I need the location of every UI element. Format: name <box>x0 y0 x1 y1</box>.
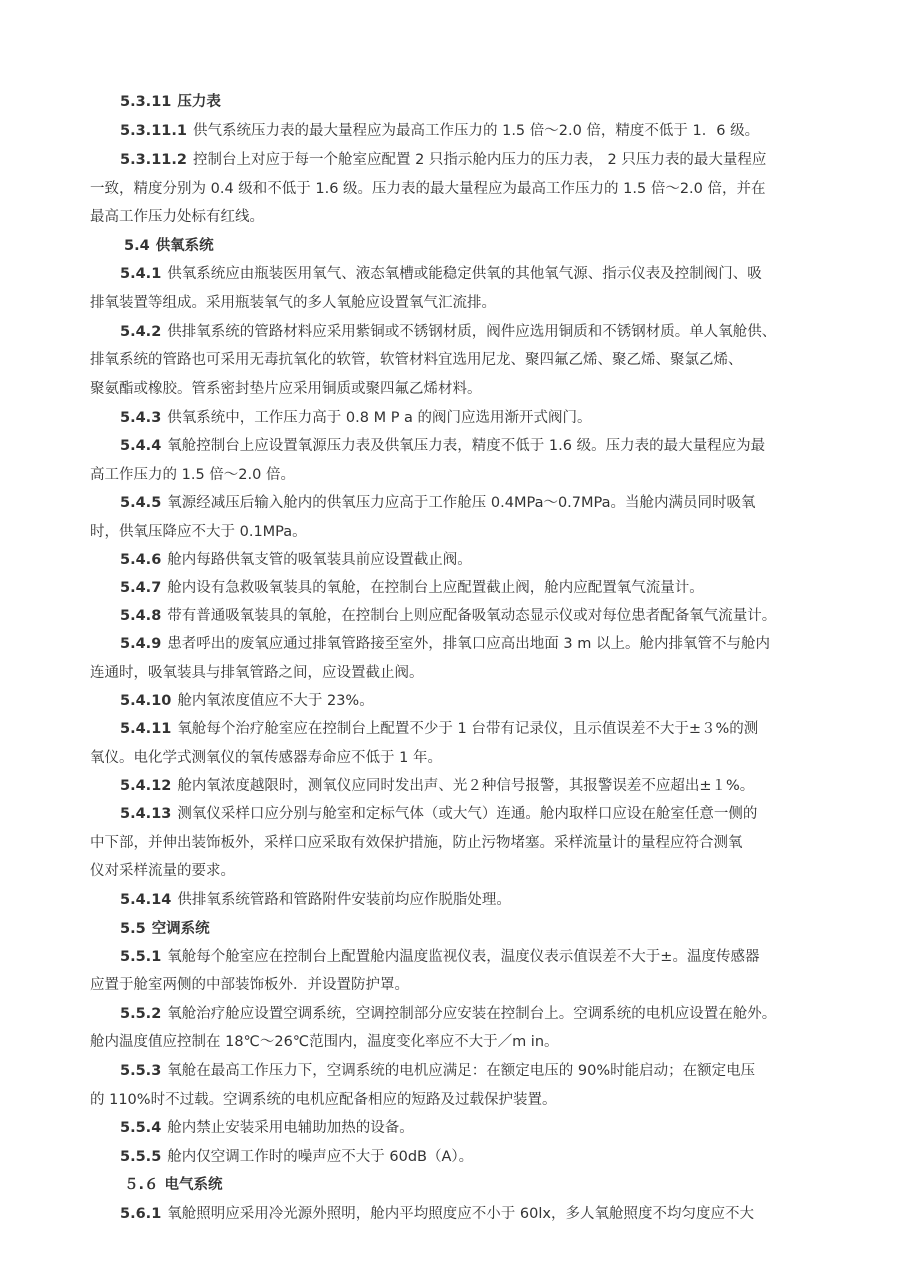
clause-text: 排氧装置等组成。采用瓶装氧气的多人氧舱应设置氧气汇流排。 <box>90 295 496 311</box>
paragraph-line <box>120 121 850 143</box>
clause-text: 舱内设有急救吸氧装具的氧舱，在控制台上应配置截止阀，舱内应配置氧气流量计。 <box>167 580 704 596</box>
clause-text: 测氧仪采样口应分别与舱室和定标气体（或大气）连通。舱内取样口应设在舱室任意一侧的 <box>177 806 758 822</box>
paragraph-line <box>120 264 850 286</box>
clause-number: 5.4.14 <box>120 892 172 908</box>
clause-text: 氧舱照明应采用冷光源外照明，舱内平均照度应不小于 60lx，多人氧舱照度不均匀度应不大 <box>167 1206 754 1222</box>
clause-text: 连通时，吸氧装具与排氧管路之间，应设置截止阀。 <box>90 665 424 681</box>
paragraph-line <box>90 975 850 997</box>
paragraph-line <box>120 634 850 656</box>
clause-text: 供氧系统中，工作压力高于 0.8 M P a 的阀门应选用渐开式阀门。 <box>167 410 592 426</box>
clause-number: 5.4.13 <box>120 806 172 822</box>
clause-text: 聚氨酯或橡胶。管系密封垫片应采用铜质或聚四氟乙烯材料。 <box>90 381 482 397</box>
heading-text: 压力表 <box>177 94 221 110</box>
clause-text: 氧舱治疗舱应设置空调系统，空调控制部分应安装在控制台上。空调系统的电机应设置在舱外。 <box>167 1006 777 1022</box>
clause-number: 5.4.7 <box>120 580 162 596</box>
paragraph-line <box>120 493 850 515</box>
clause-number: ５.６ <box>124 1177 159 1193</box>
clause-text: 舱内仅空调工作时的噪声应不大于 60dB（A）。 <box>167 1149 474 1165</box>
clause-number: 5.5.2 <box>120 1006 162 1022</box>
clause-text: 中下部，并伸出装饰板外，采样口应采取有效保护措施，防止污物堵塞。采样流量计的量程应符合测氧 <box>90 835 743 851</box>
clause-number: 5.4 <box>124 238 150 254</box>
clause-text: 控制台上对应于每一个舱室应配置 2 只指示舱内压力的压力表， 2 只压力表的最大量程应 <box>192 152 767 168</box>
paragraph-line <box>90 350 850 372</box>
clause-text: 排氧系统的管路也可采用无毒抗氧化的软管，软管材料宜选用尼龙、聚四氟乙烯、聚乙烯、聚氯乙烯、 <box>90 352 743 368</box>
paragraph-line <box>120 1061 850 1083</box>
paragraph-line <box>120 408 850 430</box>
clause-text: 高工作压力的 1.5 倍～2.0 倍。 <box>90 467 295 483</box>
clause-number: 5.5 <box>120 921 146 937</box>
section-heading <box>124 236 850 258</box>
clause-number: 5.6.1 <box>120 1206 162 1222</box>
clause-number: 5.4.11 <box>120 721 172 737</box>
paragraph-line <box>90 207 850 229</box>
paragraph-line <box>120 606 850 628</box>
clause-number: 5.4.12 <box>120 778 172 794</box>
clause-text: 应置于舱室两侧的中部装饰板外．并设置防护罩。 <box>90 977 409 993</box>
clause-text: 带有普通吸氧装具的氧舱，在控制台上则应配备吸氧动态显示仪或对每位患者配备氧气流量计。 <box>167 608 777 624</box>
paragraph-line <box>120 776 850 798</box>
paragraph-line <box>120 1204 850 1226</box>
clause-text: 舱内氧浓度越限时，测氧仪应同时发出声、光２种信号报警，其报警误差不应超出±１%。 <box>177 778 755 794</box>
clause-number: 5.4.2 <box>120 324 162 340</box>
clause-number: 5.5.1 <box>120 949 162 965</box>
section-heading <box>120 919 850 941</box>
clause-text: 供排氧系统管路和管路附件安装前均应作脱脂处理。 <box>177 892 511 908</box>
clause-number: 5.4.6 <box>120 552 162 568</box>
clause-text: 舱内禁止安装采用电辅助加热的设备。 <box>167 1120 414 1136</box>
paragraph-line <box>120 1147 850 1169</box>
paragraph-line <box>120 804 850 826</box>
clause-text: 舱内氧浓度值应不大于 23%。 <box>177 693 374 709</box>
heading-text: 电气系统 <box>164 1177 223 1193</box>
clause-text: 最高工作压力处标有红线。 <box>90 209 264 225</box>
clause-text: 舱内每路供氧支管的吸氧装具前应设置截止阀。 <box>167 552 472 568</box>
clause-text: 时，供氧压降应不大于 0.1MPa。 <box>90 524 307 540</box>
clause-number: 5.5.3 <box>120 1063 162 1079</box>
paragraph-line <box>90 379 850 401</box>
paragraph-line <box>90 833 850 855</box>
paragraph-line <box>90 293 850 315</box>
clause-text: 供排氧系统的管路材料应采用紫铜或不锈钢材质，阀件应选用铜质和不锈钢材质。单人氧舱供、 <box>167 324 777 340</box>
clause-text: 舱内温度值应控制在 18℃～26℃范围内，温度变化率应不大于／m in。 <box>90 1034 559 1050</box>
section-heading <box>120 92 850 114</box>
clause-number: 5.4.9 <box>120 636 162 652</box>
paragraph-line <box>120 150 850 172</box>
clause-text: 患者呼出的废氧应通过排氧管路接至室外，排氧口应高出地面 3 m 以上。舱内排氧管不与舱内 <box>167 636 770 652</box>
paragraph-line <box>90 522 850 544</box>
paragraph-line <box>120 719 850 741</box>
heading-text: 供氧系统 <box>155 238 214 254</box>
clause-number: 5.4.10 <box>120 693 172 709</box>
paragraph-line <box>90 179 850 201</box>
paragraph-line <box>120 322 850 344</box>
paragraph-line <box>90 465 850 487</box>
paragraph-line <box>120 578 850 600</box>
paragraph-line <box>120 550 850 572</box>
paragraph-line <box>90 861 850 883</box>
clause-text: 氧舱控制台上应设置氧源压力表及供氧压力表，精度不低于 1.6 级。压力表的最大量程应为最 <box>167 438 766 454</box>
paragraph-line <box>120 1118 850 1140</box>
clause-text: 仪对采样流量的要求。 <box>90 863 235 879</box>
paragraph-line <box>90 1032 850 1054</box>
paragraph-line <box>90 1090 850 1112</box>
clause-text: 氧仪。电化学式测氧仪的氧传感器寿命应不低于 1 年。 <box>90 750 442 766</box>
clause-text: 供气系统压力表的最大量程应为最高工作压力的 1.5 倍～2.0 倍，精度不低于 1．6 级。 <box>192 123 760 139</box>
clause-text: 氧源经减压后输入舱内的供氧压力应高于工作舱压 0.4MPa～0.7MPa。当舱内满员同时吸氧 <box>167 495 756 511</box>
clause-number: 5.5.4 <box>120 1120 162 1136</box>
clause-text: 供氧系统应由瓶装医用氧气、液态氧槽或能稳定供氧的其他氧气源、指示仪表及控制阀门、吸 <box>167 266 762 282</box>
clause-number: 5.3.11.2 <box>120 152 187 168</box>
paragraph-line <box>120 890 850 912</box>
clause-number: 5.3.11.1 <box>120 123 187 139</box>
clause-number: 5.4.5 <box>120 495 162 511</box>
clause-number: 5.4.3 <box>120 410 162 426</box>
clause-number: 5.4.1 <box>120 266 162 282</box>
paragraph-line <box>120 436 850 458</box>
section-heading <box>124 1175 850 1197</box>
paragraph-line <box>120 947 850 969</box>
paragraph-line <box>120 691 850 713</box>
clause-number: 5.4.8 <box>120 608 162 624</box>
clause-text: 氧舱每个舱室应在控制台上配置舱内温度监视仪表，温度仪表示值误差不大于±。温度传感器 <box>167 949 760 965</box>
paragraph-line <box>120 1004 850 1026</box>
clause-number: 5.3.11 <box>120 94 172 110</box>
paragraph-line <box>90 663 850 685</box>
heading-text: 空调系统 <box>151 921 210 937</box>
clause-number: 5.4.4 <box>120 438 162 454</box>
paragraph-line <box>90 748 850 770</box>
clause-text: 的 110%时不过载。空调系统的电机应配备相应的短路及过载保护装置。 <box>90 1092 557 1108</box>
clause-text: 一致，精度分别为 0.4 级和不低于 1.6 级。压力表的最大量程应为最高工作压力的 1.5 倍～2.0 倍，并在 <box>90 181 766 197</box>
clause-number: 5.5.5 <box>120 1149 162 1165</box>
clause-text: 氧舱每个治疗舱室应在控制台上配置不少于 1 台带有记录仪，且示值误差不大于±３%的测 <box>177 721 759 737</box>
clause-text: 氧舱在最高工作压力下，空调系统的电机应满足：在额定电压的 90%时能启动；在额定电压 <box>167 1063 756 1079</box>
